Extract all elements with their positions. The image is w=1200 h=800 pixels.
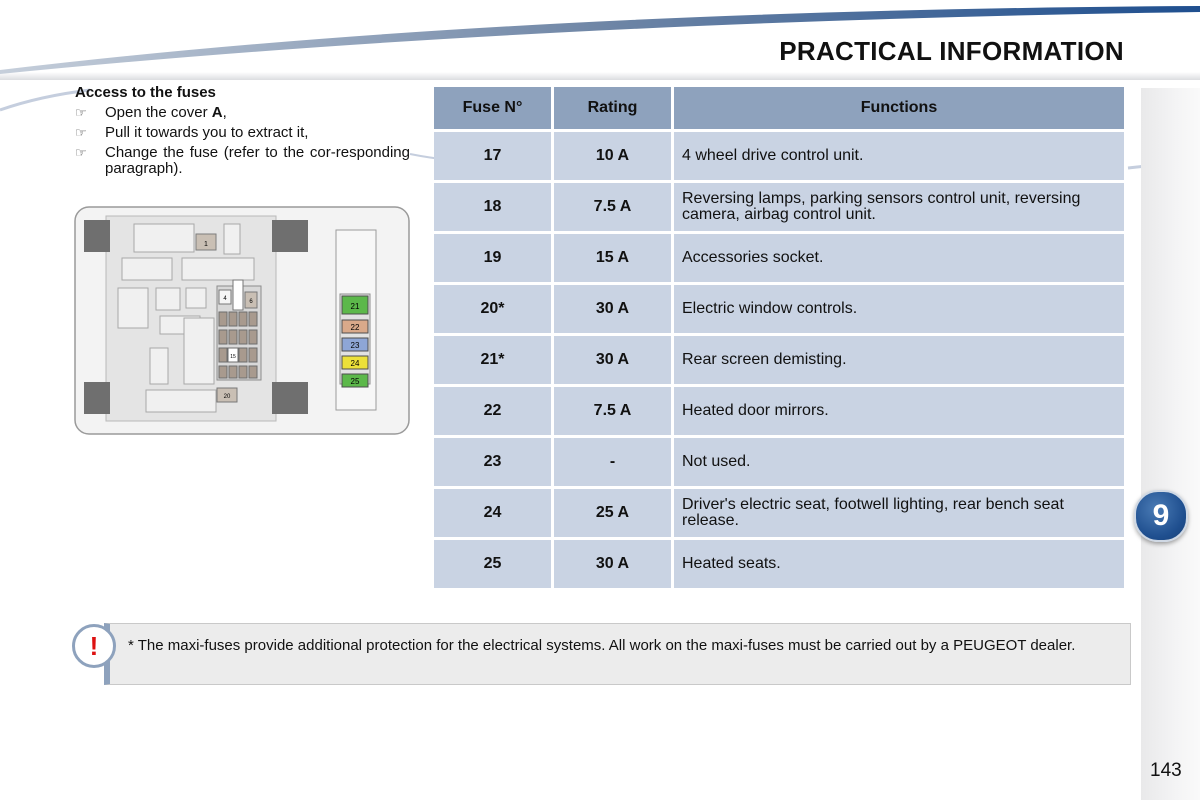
fuse-number-cell: 19 xyxy=(434,234,551,282)
fuse-number-cell: 25 xyxy=(434,540,551,588)
table-row xyxy=(434,489,1124,537)
fuse-access-instructions xyxy=(75,84,410,181)
pointing-hand-icon: ☞ xyxy=(75,125,87,140)
rating-cell: - xyxy=(554,438,671,486)
column-header-functions: Functions xyxy=(674,87,1124,129)
diagram-fuse-label: 20 xyxy=(223,394,231,400)
fuse-table xyxy=(431,84,1127,591)
table-header-row xyxy=(434,87,1124,129)
function-cell: Accessories socket. xyxy=(674,234,1124,282)
diagram-fuse-label: 1 xyxy=(204,241,208,248)
table-row xyxy=(434,387,1124,435)
table-row xyxy=(434,132,1124,180)
diagram-fuse-label: 6 xyxy=(249,299,253,305)
fuse-number-cell: 24 xyxy=(434,489,551,537)
chapter-tab[interactable]: 9 xyxy=(1134,490,1188,542)
column-header-rating: Rating xyxy=(554,87,671,129)
diagram-fuse-label: 21 xyxy=(350,302,360,311)
table-row xyxy=(434,285,1124,333)
diagram-fuse-label: 15 xyxy=(230,354,236,360)
rating-cell: 30 A xyxy=(554,336,671,384)
fuse-number-cell: 18 xyxy=(434,183,551,231)
rating-cell: 25 A xyxy=(554,489,671,537)
function-cell: 4 wheel drive control unit. xyxy=(674,132,1124,180)
maxi-fuse-note xyxy=(104,623,1131,685)
instruction-step xyxy=(75,105,410,121)
table-row xyxy=(434,336,1124,384)
fuse-number-cell: 21* xyxy=(434,336,551,384)
diagram-fuse-label: 4 xyxy=(223,296,227,302)
function-cell: Not used. xyxy=(674,438,1124,486)
instructions-list xyxy=(75,105,410,177)
function-cell: Reversing lamps, parking sensors control unit, reversing camera, airbag control unit. xyxy=(674,183,1124,231)
table-row xyxy=(434,438,1124,486)
fuse-number-cell: 17 xyxy=(434,132,551,180)
rating-cell: 10 A xyxy=(554,132,671,180)
rating-cell: 30 A xyxy=(554,285,671,333)
diagram-fuse-label: 25 xyxy=(350,377,360,386)
function-cell: Rear screen demisting. xyxy=(674,336,1124,384)
page-title: PRACTICAL INFORMATION xyxy=(779,36,1124,66)
column-header-fuse-number: Fuse N° xyxy=(434,87,551,129)
rating-cell: 15 A xyxy=(554,234,671,282)
fuse-number-cell: 20* xyxy=(434,285,551,333)
warning-exclamation-icon: ! xyxy=(72,624,116,668)
instruction-step xyxy=(75,125,410,141)
pointing-hand-icon: ☞ xyxy=(75,145,87,160)
function-cell: Driver's electric seat, footwell lighting, rear bench seat release. xyxy=(674,489,1124,537)
instruction-step xyxy=(75,145,410,177)
table-row xyxy=(434,234,1124,282)
diagram-fuse-label: 22 xyxy=(350,323,360,332)
diagram-fuse-label: 24 xyxy=(350,359,360,368)
fuse-number-cell: 23 xyxy=(434,438,551,486)
function-cell: Heated seats. xyxy=(674,540,1124,588)
rating-cell: 7.5 A xyxy=(554,387,671,435)
pointing-hand-icon: ☞ xyxy=(75,105,87,120)
rating-cell: 7.5 A xyxy=(554,183,671,231)
table-row xyxy=(434,540,1124,588)
side-strip xyxy=(1141,88,1200,800)
note-text: * The maxi-fuses provide additional protection for the electrical systems. All work on the maxi-fuses must be carried out by a PEUGEOT dealer. xyxy=(128,637,1076,654)
table-row xyxy=(434,183,1124,231)
rating-cell: 30 A xyxy=(554,540,671,588)
function-cell: Electric window controls. xyxy=(674,285,1124,333)
fuse-number-cell: 22 xyxy=(434,387,551,435)
function-cell: Heated door mirrors. xyxy=(674,387,1124,435)
instructions-title: Access to the fuses xyxy=(75,84,216,101)
fuse-box-diagram xyxy=(74,206,410,435)
instruction-text: Pull it towards you to extract it, xyxy=(105,124,309,141)
instruction-text: Open the cover A, xyxy=(105,104,227,121)
instruction-text: Change the fuse (refer to the cor-responding paragraph). xyxy=(105,144,410,177)
page-number: 143 xyxy=(1150,760,1182,781)
diagram-fuse-label: 23 xyxy=(350,341,360,350)
